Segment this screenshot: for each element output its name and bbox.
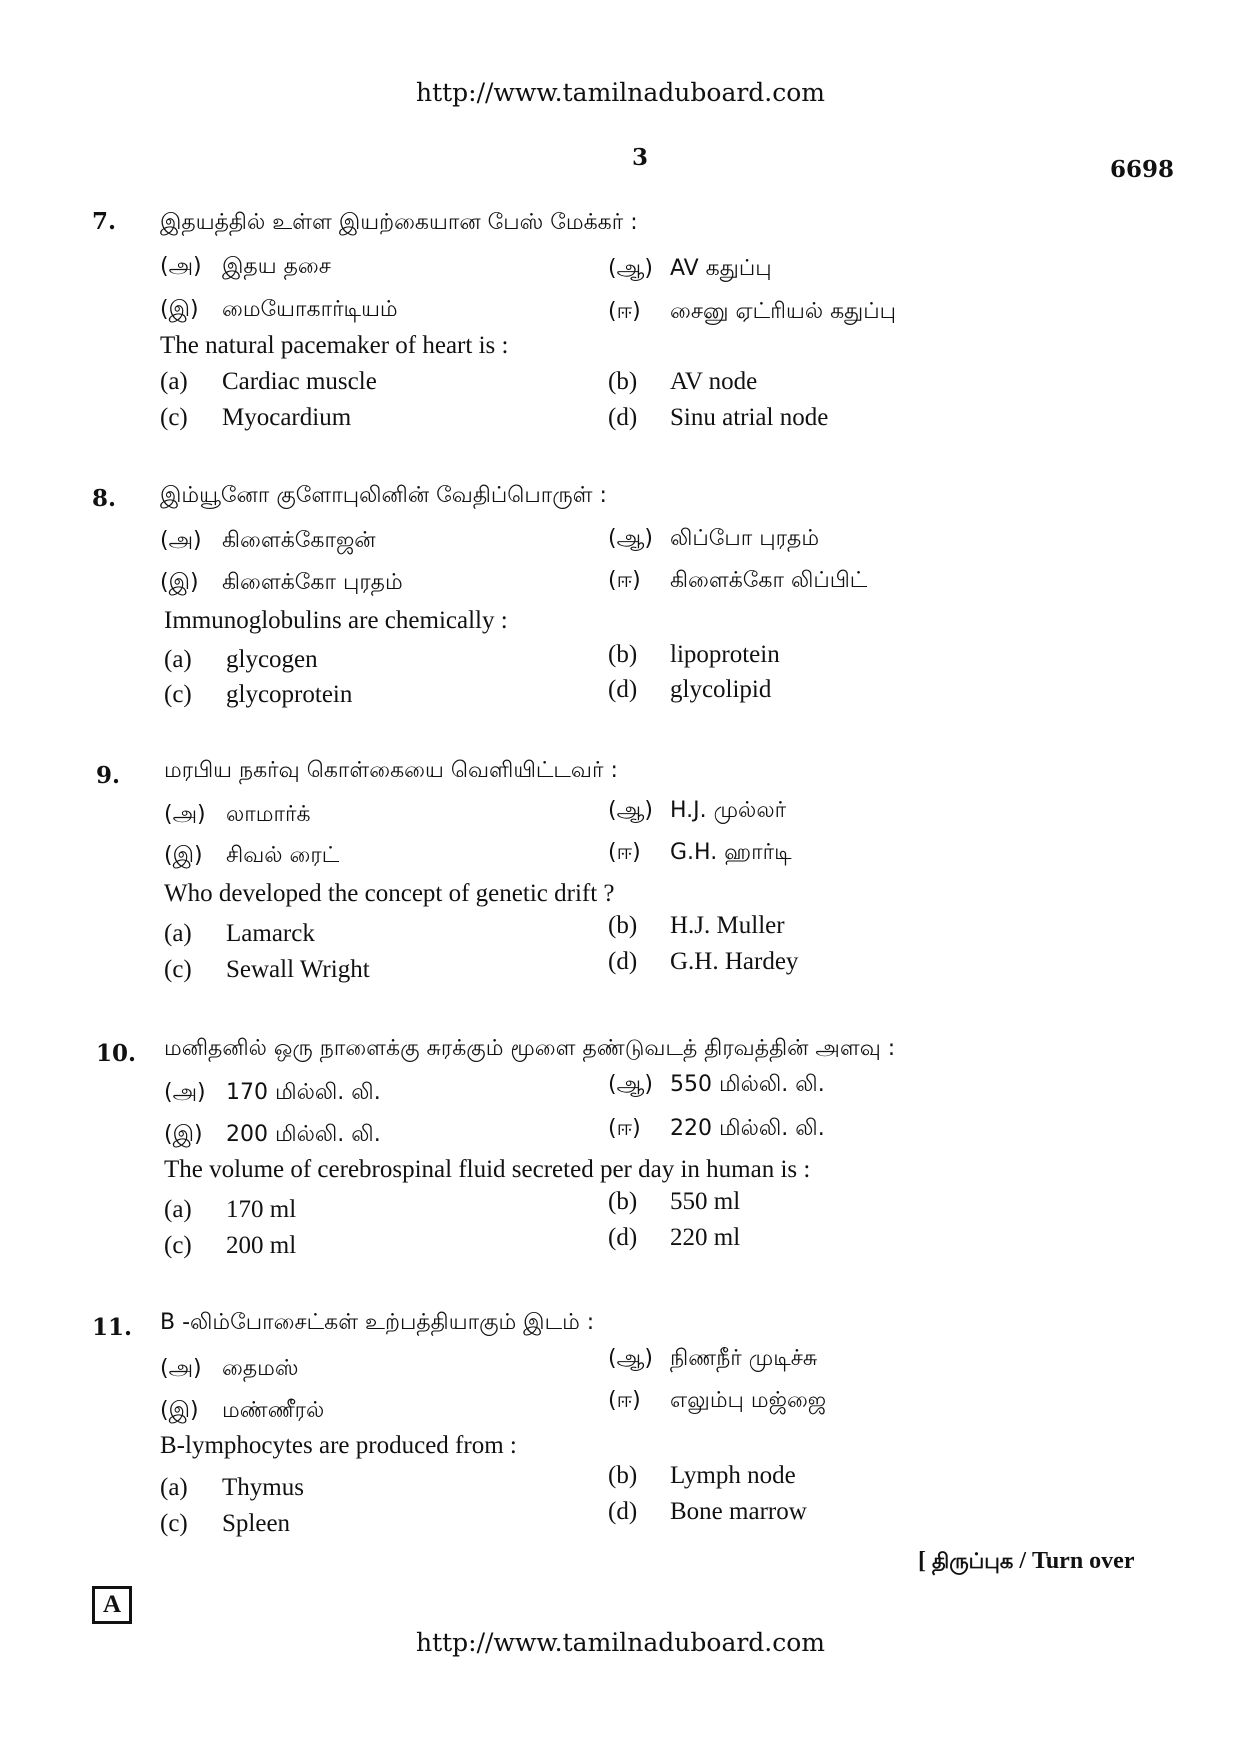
english-option: (a) Thymus bbox=[160, 1474, 304, 1501]
question-number: 8. bbox=[92, 485, 117, 512]
english-question: Who developed the concept of genetic drift ? bbox=[164, 880, 615, 907]
english-option: (d) 220 ml bbox=[608, 1224, 741, 1251]
tamil-question: மரபிய நகர்வு கொள்கையை வெளியிட்டவர் : bbox=[164, 758, 618, 783]
english-option: (b) Lymph node bbox=[608, 1462, 796, 1489]
english-question: Immunoglobulins are chemically : bbox=[164, 607, 508, 634]
tamil-option: (இ) கிளைக்கோ புரதம் bbox=[160, 570, 403, 595]
english-option: (a) 170 ml bbox=[164, 1196, 297, 1223]
tamil-option: (ஆ) நிணநீர் முடிச்சு bbox=[608, 1346, 818, 1371]
tamil-option: (ஈ) சைனு ஏட்ரியல் கதுப்பு bbox=[608, 299, 896, 324]
tamil-option: (இ) மண்ணீரல் bbox=[160, 1398, 325, 1423]
english-option: (b) H.J. Muller bbox=[608, 912, 785, 939]
tamil-option: (ஈ) 220 மில்லி. லி. bbox=[608, 1116, 825, 1141]
page-number: 3 bbox=[632, 144, 649, 171]
tamil-option: (அ) தைமஸ் bbox=[160, 1356, 299, 1381]
tamil-question: இம்யூனோ குளோபுலினின் வேதிப்பொருள் : bbox=[160, 483, 607, 508]
tamil-option: (ஆ) H.J. முல்லர் bbox=[608, 798, 787, 823]
question-number: 11. bbox=[92, 1314, 133, 1341]
tamil-option: (அ) இதய தசை bbox=[160, 254, 331, 279]
tamil-option: (அ) கிளைக்கோஜன் bbox=[160, 528, 376, 553]
tamil-option: (அ) லாமார்க் bbox=[164, 802, 311, 827]
tamil-option: (இ) மையோகார்டியம் bbox=[160, 297, 398, 322]
english-question: The volume of cerebrospinal fluid secreted per day in human is : bbox=[164, 1156, 811, 1183]
tamil-option: (ஈ) கிளைக்கோ லிப்பிட் bbox=[608, 568, 868, 593]
tamil-option: (ஈ) எலும்பு மஜ்ஜை bbox=[608, 1388, 827, 1413]
english-option: (d) glycolipid bbox=[608, 676, 772, 703]
tamil-question: B -லிம்போசைட்கள் உற்பத்தியாகும் இடம் : bbox=[160, 1310, 595, 1335]
english-option: (b) AV node bbox=[608, 368, 758, 395]
tamil-option: (ஆ) 550 மில்லி. லி. bbox=[608, 1072, 825, 1097]
footer-url: http://www.tamilnaduboard.com bbox=[415, 1628, 826, 1657]
english-option: (d) Sinu atrial node bbox=[608, 404, 829, 431]
tamil-question: மனிதனில் ஒரு நாளைக்கு சுரக்கும் மூளை தண்டுவடத் திரவத்தின் அளவு : bbox=[164, 1036, 896, 1061]
english-option: (c) Sewall Wright bbox=[164, 956, 370, 983]
english-option: (a) Lamarck bbox=[164, 920, 315, 947]
english-option: (a) glycogen bbox=[164, 646, 318, 673]
tamil-question: இதயத்தில் உள்ள இயற்கையான பேஸ் மேக்கர் : bbox=[160, 210, 638, 235]
tamil-option: (ஈ) G.H. ஹார்டி bbox=[608, 840, 792, 865]
tamil-option: (இ) சிவல் ரைட் bbox=[164, 843, 340, 868]
question-number: 10. bbox=[96, 1040, 137, 1067]
turn-over-note: [ திருப்புக / Turn over bbox=[918, 1548, 1135, 1574]
tamil-option: (ஆ) AV கதுப்பு bbox=[608, 256, 772, 281]
english-option: (c) glycoprotein bbox=[164, 681, 353, 708]
tamil-option: (அ) 170 மில்லி. லி. bbox=[164, 1080, 381, 1105]
english-option: (c) Myocardium bbox=[160, 404, 352, 431]
english-option: (c) 200 ml bbox=[164, 1232, 297, 1259]
english-option: (b) lipoprotein bbox=[608, 641, 780, 668]
english-option: (d) Bone marrow bbox=[608, 1498, 807, 1525]
tamil-option: (ஆ) லிப்போ புரதம் bbox=[608, 526, 820, 551]
question-number: 7. bbox=[92, 208, 117, 235]
english-option: (d) G.H. Hardey bbox=[608, 948, 799, 975]
paper-code: 6698 bbox=[1110, 156, 1175, 183]
english-question: The natural pacemaker of heart is : bbox=[160, 332, 509, 359]
question-number: 9. bbox=[96, 762, 121, 789]
header-url: http://www.tamilnaduboard.com bbox=[415, 78, 826, 107]
tamil-option: (இ) 200 மில்லி. லி. bbox=[164, 1122, 381, 1147]
english-option: (c) Spleen bbox=[160, 1510, 291, 1537]
series-badge: A bbox=[92, 1586, 132, 1624]
english-option: (b) 550 ml bbox=[608, 1188, 741, 1215]
english-question: B-lymphocytes are produced from : bbox=[160, 1432, 517, 1459]
english-option: (a) Cardiac muscle bbox=[160, 368, 377, 395]
